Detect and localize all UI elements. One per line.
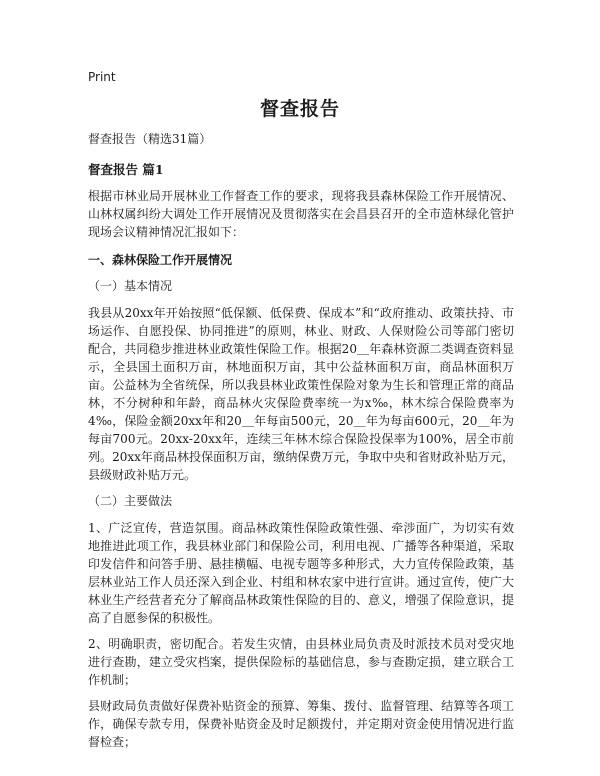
basic-situation-paragraph: 我县从20xx年开始按照“低保额、低保费、保成本”和“政府推动、政策扶持、市场运作、自愿投保、协同推进”的原则，林业、财政、人保财险公司等部门密切配合，共同稳步推进林业政策性保险工作。根据20＿年森林资源二类调查资料显示，全县国土面积万亩，林地面积万亩，其中公益林面积万亩，商品林面积万亩。公益林为全省统保，所以我县林业政策性保险对象为生长和管理正常的商品林，不分树种和年龄，商品林火灾保险费率统一为x‰，林木综合保险费率为4‰，保险金额20xx年和20＿年每亩500元，20＿年为每亩600元，20＿年为每亩700元。20xx-20xx年，连续三年林木综合保险投保率为100%，居全市前列。20xx年商品林投保面积万亩，缴纳保费万元，争取中央和省财政补贴万元，县级财政补贴万元。	[88, 306, 514, 482]
subsection-heading: （一）基本情况	[88, 279, 173, 293]
practice-item-3: 县财政局负责做好保费补贴资金的预算、筹集、拨付、监督管理、结算等各项工作，确保专款专用，保费补贴资金及时足额拨付，并定期对资金使用情况进行监督检查；	[88, 699, 514, 749]
section-heading: 一、森林保险工作开展情况	[88, 253, 233, 267]
practice-item-2: 2、明确职责，密切配合。若发生灾情，由县林业局负责及时派技术员对受灾地进行查勘，建立受灾档案，提供保险标的基础信息，参与查勘定损，建立联合工作机制；	[88, 637, 514, 687]
practice-item-1: 1、广泛宣传，营造氛围。商品林政策性保险政策性强、牵涉面广，为切实有效地推进此项工作，我县林业部门和保险公司，利用电视、广播等各种渠道，采取印发信件和问答手册、悬挂横幅、电视专题等多种形式，大力宣传保险政策，基层林业站工作人员还深入到企业、村组和林农家中进行宣讲。通过宣传，使广大林业生产经营者充分了解商品林政策性保险的目的、意义，增强了保险意识，提高了自愿参保的积极性。	[88, 521, 514, 625]
document-body	[88, 130, 514, 751]
subsection-heading: （二）主要做法	[88, 494, 173, 508]
document-subtitle: 督查报告（精选31篇）	[88, 132, 212, 146]
intro-paragraph: 根据市林业局开展林业工作督查工作的要求，现将我县森林保险工作开展情况、山林权属纠纷大调处工作开展情况及贯彻落实在会昌县召开的全市造林绿化管护现场会议精神情况汇报如下：	[88, 189, 514, 239]
print-link[interactable]: Print	[88, 70, 116, 84]
chapter-title: 督查报告 篇1	[88, 162, 164, 177]
page-title: 督查报告	[259, 98, 340, 120]
